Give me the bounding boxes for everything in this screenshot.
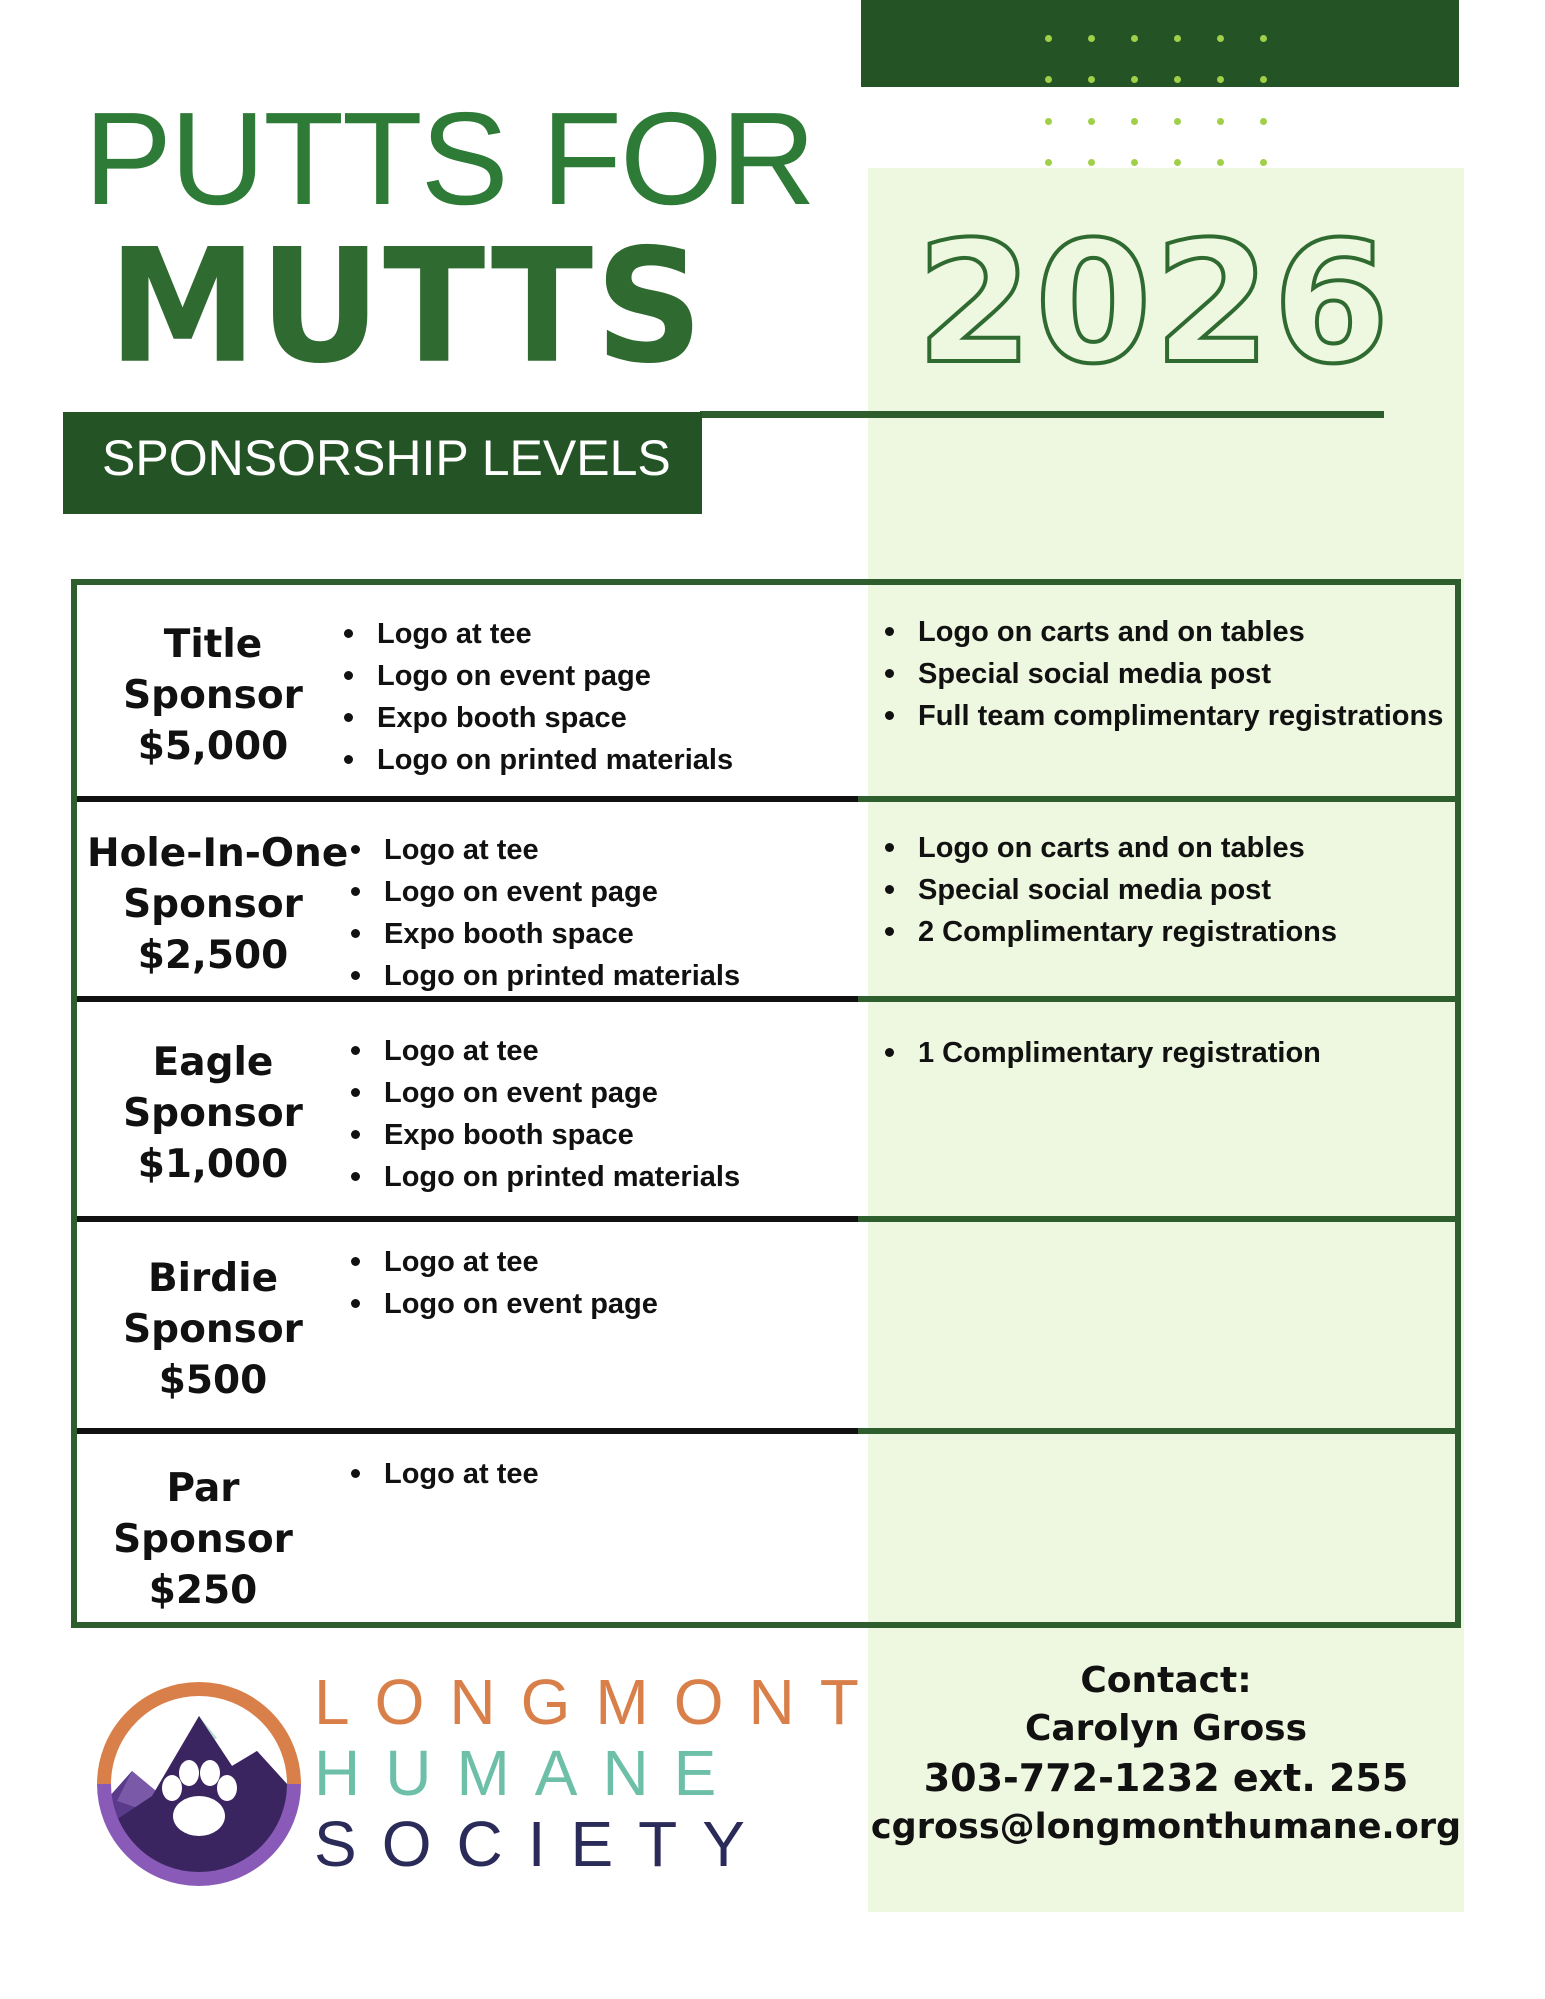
dot — [1131, 159, 1138, 166]
dot — [1045, 76, 1052, 83]
extra-benefit-list — [880, 1032, 1321, 1074]
level-amount: $1,000 — [137, 1142, 289, 1187]
list-item: 2 Complimentary registrations — [880, 911, 1337, 953]
dot — [1045, 159, 1052, 166]
list-item: Logo on event page — [346, 1072, 740, 1114]
dot — [1088, 76, 1095, 83]
sponsorship-levels-heading: SPONSORSHIP LEVELS — [102, 430, 671, 486]
list-item: Special social media post — [880, 653, 1443, 695]
row-divider — [77, 796, 1455, 802]
level-amount: $5,000 — [137, 724, 289, 769]
list-item: Logo on printed materials — [339, 739, 733, 781]
dot — [1260, 159, 1267, 166]
humane-society-logo-icon — [92, 1676, 307, 1896]
level-label: Sponsor — [123, 1307, 303, 1352]
list-item: Logo on event page — [339, 655, 733, 697]
dot — [1131, 35, 1138, 42]
dot — [1260, 118, 1267, 125]
list-item: Logo on carts and on tables — [880, 611, 1443, 653]
dot — [1131, 76, 1138, 83]
dot — [1174, 159, 1181, 166]
level-hole-in-one-sponsor — [87, 828, 349, 981]
list-item: Logo on printed materials — [346, 1156, 740, 1198]
org-name-society: SOCIETY — [314, 1808, 770, 1880]
sponsorship-table — [71, 579, 1461, 1628]
level-eagle-sponsor — [95, 1037, 331, 1190]
level-label: Sponsor — [123, 1091, 303, 1136]
level-name: Title — [163, 622, 263, 667]
dot — [1217, 118, 1224, 125]
event-year: 2026 — [916, 205, 1392, 401]
org-name-humane: HUMANE — [314, 1737, 742, 1809]
row-divider — [77, 1428, 1455, 1434]
contact-email[interactable]: cgross@longmonthumane.org — [870, 1807, 1462, 1847]
list-item: Logo at tee — [346, 1453, 539, 1495]
extra-benefit-list — [880, 611, 1443, 737]
event-title-line2: MUTTS — [108, 215, 706, 399]
benefit-list — [346, 1030, 740, 1198]
level-birdie-sponsor — [95, 1253, 331, 1406]
list-item: Special social media post — [880, 869, 1337, 911]
level-label: Sponsor — [123, 673, 303, 718]
list-item: Expo booth space — [346, 1114, 740, 1156]
dot — [1045, 118, 1052, 125]
level-name: Hole-In-One — [87, 831, 349, 876]
list-item: Logo at tee — [339, 613, 733, 655]
level-name: Par — [166, 1466, 240, 1511]
contact-heading: Contact: — [1080, 1660, 1252, 1701]
benefit-list — [346, 829, 740, 997]
dot — [1045, 35, 1052, 42]
dot — [1217, 35, 1224, 42]
dot — [1174, 118, 1181, 125]
list-item: Logo at tee — [346, 829, 740, 871]
dot — [1260, 76, 1267, 83]
list-item: Full team complimentary registrations — [880, 695, 1443, 737]
row-divider — [77, 996, 1455, 1002]
dot — [1217, 159, 1224, 166]
benefit-list — [339, 613, 733, 781]
contact-name: Carolyn Gross — [1024, 1708, 1308, 1749]
benefit-list — [346, 1453, 539, 1495]
event-title-line1: PUTTS FOR — [84, 85, 814, 232]
dot — [1174, 35, 1181, 42]
level-par-sponsor — [85, 1463, 321, 1616]
top-accent-bar — [861, 0, 1459, 87]
dot — [1217, 76, 1224, 83]
dot — [1131, 118, 1138, 125]
level-label: Sponsor — [123, 882, 303, 927]
dot — [1088, 118, 1095, 125]
list-item: Logo on printed materials — [346, 955, 740, 997]
dot — [1260, 35, 1267, 42]
list-item: Expo booth space — [346, 913, 740, 955]
level-label: Sponsor — [113, 1517, 293, 1562]
extra-benefit-list — [880, 827, 1337, 953]
list-item: Expo booth space — [339, 697, 733, 739]
dot — [1088, 35, 1095, 42]
level-amount: $500 — [158, 1358, 268, 1403]
header-divider — [700, 411, 1384, 418]
list-item: Logo on event page — [346, 871, 740, 913]
list-item: Logo at tee — [346, 1241, 658, 1283]
benefit-list — [346, 1241, 658, 1325]
level-amount: $2,500 — [137, 933, 289, 978]
level-amount: $250 — [148, 1568, 258, 1613]
row-divider — [77, 1216, 1455, 1222]
list-item: 1 Complimentary registration — [880, 1032, 1321, 1074]
list-item: Logo on carts and on tables — [880, 827, 1337, 869]
dot — [1174, 76, 1181, 83]
list-item: Logo on event page — [346, 1283, 658, 1325]
list-item: Logo at tee — [346, 1030, 740, 1072]
dot — [1088, 159, 1095, 166]
level-name: Birdie — [147, 1256, 279, 1301]
level-name: Eagle — [152, 1040, 274, 1085]
contact-phone[interactable]: 303-772-1232 ext. 255 — [923, 1756, 1409, 1800]
org-name-longmont: LONGMONT — [314, 1666, 884, 1738]
level-title-sponsor — [95, 619, 331, 772]
